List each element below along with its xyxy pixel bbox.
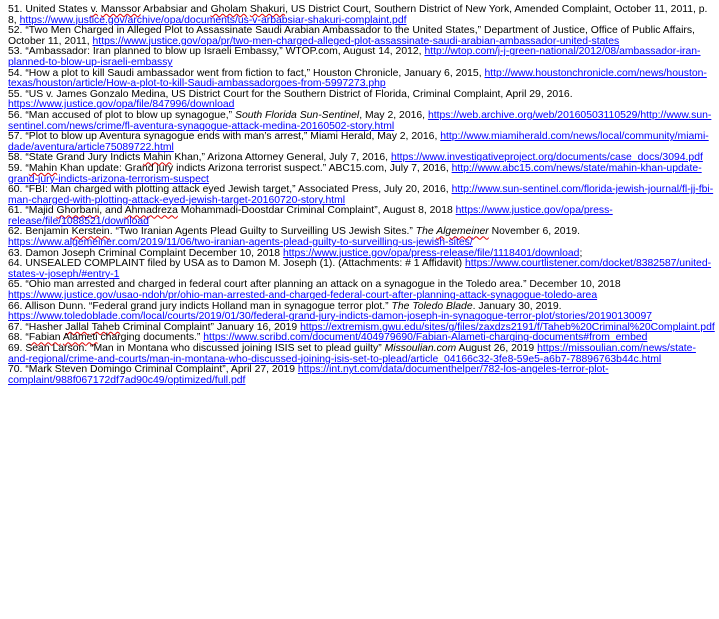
reference-text: . January 30, 2019.: [472, 300, 562, 312]
reference-text: “Majid: [25, 205, 57, 217]
reference-text: United States: [25, 4, 91, 15]
reference-italic-title: Algemeiner: [436, 226, 489, 238]
reference-text: “Ohio man arrested and charged in federal court after planning an attack on a synagogue in the Toledo area.” December 10, 2018: [25, 279, 621, 291]
reference-item: [8, 47, 716, 68]
reference-text: Criminal Complaint” January 16, 2019: [119, 321, 301, 333]
reference-text: “Two Men Charged in Alleged Plot to Assassinate Saudi Arabian Ambassador to the United States,” Department of Justice, Office of Public Affairs, October 11, 2011,: [8, 25, 695, 47]
reference-text: Ghorbani: [56, 205, 100, 217]
reference-item: [8, 5, 716, 26]
reference-link[interactable]: http://www.miamiherald.com/news/local/community/miami-dade/aventura/article75089722.html: [8, 131, 709, 153]
reference-number: 54.: [8, 67, 23, 79]
reference-text: . “Two Iranian Agents Plead Guilty to Surveilling US Jewish Sites.”: [109, 226, 416, 238]
reference-text: Mahin: [143, 152, 172, 164]
reference-text: , May 2, 2016,: [359, 109, 428, 121]
reference-number: 57.: [8, 131, 23, 143]
reference-link[interactable]: https://www.scribd.com/document/404979690/Fabian-Alameti-charging-documents#from_embed: [203, 332, 648, 344]
reference-italic-title: The Toledo Blade: [391, 300, 473, 312]
reference-item: [8, 280, 716, 301]
reference-item: [8, 69, 716, 90]
reference-item: [8, 302, 716, 323]
reference-link[interactable]: https://www.courtlistener.com/docket/8382587/united-states-v-joseph/#entry-1: [8, 258, 712, 280]
reference-text: Damon Joseph Criminal Complaint December 10, 2018: [25, 247, 283, 259]
reference-number: 64.: [8, 258, 23, 270]
reference-text: Kerstein: [71, 226, 110, 238]
reference-link[interactable]: https://www.justice.gov/opa/press-release/file/1118401/download: [282, 247, 580, 259]
reference-text: Khan,” Arizona Attorney General, July 7, 2016,: [171, 152, 391, 164]
reference-text: November 6, 2019.: [488, 226, 581, 238]
reference-italic-title: The: [415, 226, 437, 238]
reference-text: UNSEALED COMPLAINT filed by USA as to Damon M. Joseph (1). (Attachments: # 1 Affidavit): [25, 258, 466, 270]
reference-number: 65.: [8, 279, 23, 291]
reference-number: 69.: [8, 343, 23, 354]
reference-text: Taheb: [91, 321, 120, 333]
reference-item: [8, 259, 716, 280]
reference-text: Mahin: [28, 162, 58, 174]
reference-number: 51.: [8, 4, 23, 15]
reference-number: 53.: [8, 46, 23, 58]
reference-text: Ahmadreza: [124, 205, 178, 217]
reference-link[interactable]: http://www.houstonchronicle.com/news/houston-texas/houston/article/How-a-plot-to-kill-Saudi-ambassadorgoes-from-5997273.php: [8, 67, 707, 90]
reference-item: [8, 132, 716, 153]
reference-text: “Plot to blow up Aventura synagogue ends with man’s arrest,” Miami Herald, May 2, 2016,: [25, 131, 441, 143]
reference-number: 61.: [8, 205, 23, 217]
reference-text: “Man accused of plot to blow up synagogue,”: [25, 109, 236, 121]
reference-text: Shakuri: [249, 4, 286, 15]
reference-link[interactable]: http://www.abc15.com/news/state/mahin-khan-update-grand-jury-indicts-arizona-terrorism-suspect: [8, 162, 702, 185]
reference-text: August 26, 2019: [456, 343, 538, 354]
reference-link[interactable]: https://www.investigativeproject.org/documents/case_docs/3094.pdf: [390, 152, 703, 164]
reference-text: Alameti: [62, 332, 98, 344]
reference-text: Gholam: [210, 4, 247, 15]
reference-item: [8, 206, 716, 227]
reference-italic-title: Missoulian.com: [384, 343, 457, 354]
reference-text: Khan update: Grand jury indicts Arizona terrorist suspect.” ABC15.com, July 7, 2016,: [57, 162, 452, 174]
reference-number: 52.: [8, 25, 23, 37]
reference-link[interactable]: https://int.nyt.com/data/documenthelper/782-los-angeles-terror-plot-complaint/988f067172df7ad90c49/optimized/full.pdf: [8, 364, 609, 386]
reference-link[interactable]: https://www.justice.gov/opa/press-release/file/1088521/download: [8, 205, 613, 227]
reference-italic-title: South Florida Sun-Sentinel: [235, 109, 360, 121]
reference-text: v.: [90, 4, 98, 15]
reference-item: [8, 365, 716, 386]
reference-number: 59.: [8, 162, 23, 174]
reference-link[interactable]: https://extremism.gwu.edu/sites/g/files/zaxdzs2191/f/Taheb%20Criminal%20Complaint.pdf: [300, 321, 715, 333]
reference-number: 55.: [8, 88, 23, 100]
reference-number: 70.: [8, 364, 23, 376]
reference-text: Manssor: [100, 4, 141, 15]
reference-text: , US District Court, Southern District of New York, Amended Complaint, October 11, 2011, p. 8,: [8, 4, 708, 26]
reference-number: 60.: [8, 184, 23, 196]
reference-number: 66.: [8, 300, 23, 312]
reference-text: Allison Dunn. “Federal grand jury indicts Holland man in synagogue terror plot.”: [24, 300, 392, 312]
reference-text: charging documents.”: [97, 332, 204, 344]
reference-link[interactable]: https://www.algemeiner.com/2019/11/06/two-iranian-agents-plead-guilty-to-surveilling-us-jewish-sites/: [8, 237, 473, 249]
reference-text: “Ambassador: Iran planned to blow up Israeli Embassy,” WTOP.com, August 14, 2012,: [25, 46, 425, 58]
reference-link[interactable]: http://wtop.com/j-j-green-national/2012/08/ambassador-iran-planned-to-blow-up-israeli-embassy: [8, 46, 701, 68]
reference-item: [8, 185, 716, 206]
reference-link[interactable]: https://www.justice.gov/archive/opa/documents/us-v-arbabsiar-shakuri-complaint.pdf: [19, 14, 407, 26]
reference-item: [8, 227, 716, 248]
reference-text: ;: [579, 247, 583, 259]
reference-text: Arbabsiar and: [140, 4, 211, 15]
reference-link[interactable]: https://www.justice.gov/usao-ndoh/pr/ohio-man-arrested-and-charged-federal-court-after-planning-attack-synagogue-toledo-area: [8, 290, 598, 302]
reference-link[interactable]: https://missoulian.com/news/state-and-regional/crime-and-courts/man-in-montana-who-discussed-joining-isis-set-to-plead/article_04166c32-3fe8-59e5-a6b7-78896763b44c.html: [8, 343, 696, 365]
reference-text: “Hasher: [25, 321, 66, 333]
reference-link[interactable]: https://www.toledoblade.com/local/courts/2019/01/30/federal-grand-jury-indicts-damon-joseph-in-synagogue-terror-plot/stories/20190130097: [8, 311, 653, 323]
reference-item: [8, 90, 716, 111]
reference-text: “Mark Steven Domingo Criminal Complaint”, April 27, 2019: [25, 364, 298, 376]
reference-text: “: [25, 162, 29, 174]
reference-text: Benjamin: [25, 226, 72, 238]
reference-text: , and: [99, 205, 125, 217]
reference-number: 62.: [8, 226, 23, 238]
reference-item: [8, 344, 716, 365]
reference-text: “FBI: Man charged with plotting attack eyed Jewish target,” Associated Press, July 20, 2016,: [25, 184, 452, 196]
reference-text: Fabian: [28, 332, 61, 344]
reference-link[interactable]: https://www.justice.gov/opa/pr/two-men-charged-alleged-plot-assassinate-saudi-arabian-ambassador-united-states: [92, 35, 620, 47]
reference-item: [8, 164, 716, 185]
reference-number: 68.: [8, 332, 23, 344]
reference-text: “State Grand Jury Indicts: [25, 152, 144, 164]
reference-number: 63.: [8, 247, 23, 259]
reference-text: Sean Larson. “Man in Montana who discussed joining ISIS set to plead guilty”: [25, 343, 385, 354]
reference-number: 56.: [8, 109, 23, 121]
reference-text: “US v. James Gonzalo Medina, US District Court for the Southern District of Florida, Criminal Complaint, April 29, 2016.: [25, 88, 573, 100]
reference-list: [8, 5, 716, 386]
reference-link[interactable]: https://web.archive.org/web/20160503110529/http://www.sun-sentinel.com/news/crime/fl-aventura-synagogue-attack-medina-20160502-story.html: [8, 109, 712, 132]
reference-number: 67.: [8, 321, 23, 333]
reference-text: “How a plot to kill Saudi ambassador went from fiction to fact,” Houston Chronicle, January 6, 2015,: [25, 67, 485, 79]
reference-text: Jallal: [65, 321, 89, 333]
reference-text: Mohammadi-Doostdar Criminal Complaint”, August 8, 2018: [177, 205, 456, 217]
reference-item: [8, 26, 716, 47]
reference-link[interactable]: https://www.justice.gov/opa/file/847996/download: [8, 99, 235, 111]
reference-link[interactable]: http://www.sun-sentinel.com/florida-jewish-journal/fl-jj-fbi-man-charged-with-plotting-attack-eyed-jewish-target-20160720-story.html: [8, 184, 714, 206]
reference-text: “: [25, 332, 29, 344]
reference-number: 58.: [8, 152, 23, 164]
reference-item: [8, 111, 716, 132]
